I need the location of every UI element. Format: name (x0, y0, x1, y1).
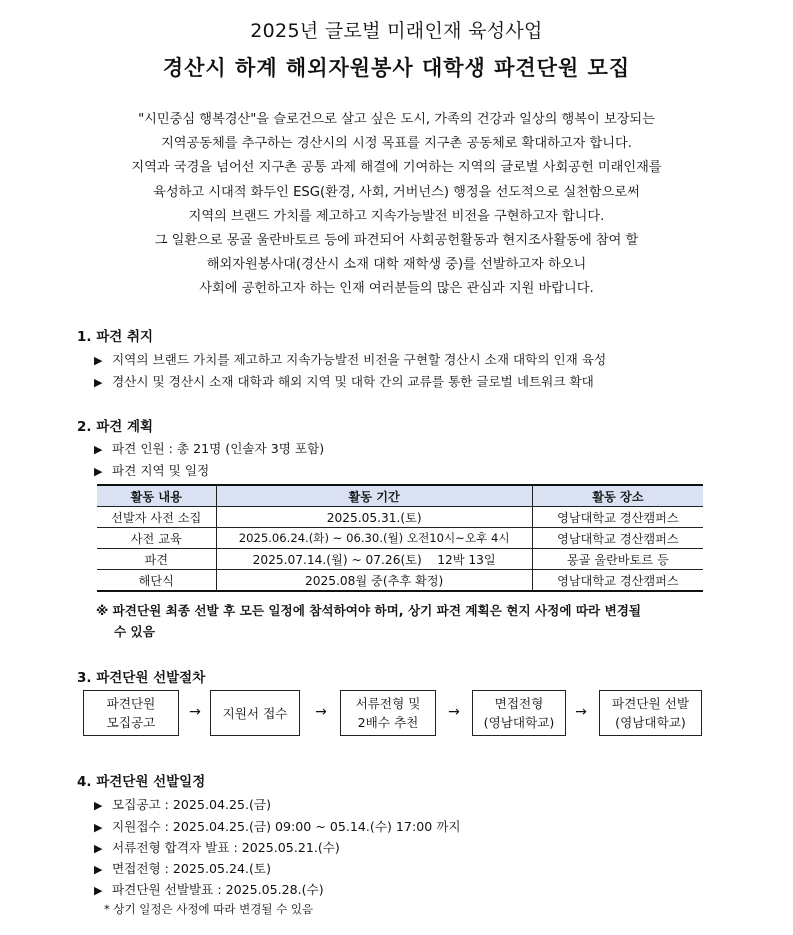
list-item: ▶ 파견 지역 및 일정 (94, 463, 210, 478)
list-item: ▶ 파견 인원 : 총 21명 (인솔자 3명 포함) (94, 441, 325, 456)
triangle-bullet-icon: ▶ (94, 884, 103, 897)
intro-line: "시민중심 행복경산"을 슬로건으로 살고 싶은 도시, 가족의 건강과 일상의 행복이 보장되는 (138, 112, 655, 127)
table-cell: 선발자 사전 소집 (97, 507, 216, 528)
triangle-bullet-icon: ▶ (94, 821, 103, 834)
process-step-box: 면접전형 (영남대학교) (472, 690, 566, 736)
page-title: 경산시 하계 해외자원봉사 대학생 파견단원 모집 (162, 56, 631, 80)
intro-line: 육성하고 시대적 화두인 ESG(환경, 사회, 거버넌스) 행정을 선도적으로 실천함으로써 (153, 184, 640, 200)
column-header: 활동 기간 (216, 485, 532, 507)
table-row (97, 507, 703, 528)
table-cell: 파견 (97, 549, 216, 570)
list-item: ▶ 지역의 브랜드 가치를 제고하고 지속가능발전 비전을 구현할 경산시 소재 대학의 인재 육성 (94, 352, 607, 367)
column-header: 활동 장소 (532, 485, 703, 507)
section-heading-plan: 2. 파견 계획 (77, 419, 154, 435)
table-row (97, 528, 703, 549)
table-header-row (97, 485, 703, 507)
table-cell: 2025.07.14.(월) ~ 07.26(토) 12박 13일 (216, 549, 532, 570)
schedule-footnote: * 상기 일정은 사정에 따라 변경될 수 있음 (104, 902, 314, 916)
intro-paragraph (40, 108, 753, 302)
table-cell: 2025.05.31.(토) (216, 507, 532, 528)
note-line: ※ 파견단원 최종 선발 후 모든 일정에 참석하여야 하며, 상기 파견 계획은 현지 사정에 따라 변경될 (96, 603, 642, 618)
right-arrow-icon: → (315, 704, 327, 720)
triangle-bullet-icon: ▶ (94, 799, 103, 812)
table-cell: 2025.08월 중(추후 확정) (216, 570, 532, 592)
process-step-box: 파견단원 모집공고 (83, 690, 179, 736)
column-header: 활동 내용 (97, 485, 216, 507)
triangle-bullet-icon: ▶ (94, 354, 103, 367)
process-step-box: 파견단원 선발 (영남대학교) (599, 690, 702, 736)
intro-line: 지역의 브랜드 가치를 제고하고 지속가능발전 비전을 구현하고자 합니다. (188, 208, 605, 224)
schedule-table (97, 484, 703, 592)
section-heading-schedule: 4. 파견단원 선발일정 (77, 774, 206, 790)
note-line: 수 있음 (114, 624, 155, 639)
triangle-bullet-icon: ▶ (94, 863, 103, 876)
table-cell: 몽골 울란바토르 등 (532, 549, 703, 570)
list-item: ▶ 면접전형 : 2025.05.24.(토) (94, 861, 272, 876)
table-cell: 해단식 (97, 570, 216, 592)
triangle-bullet-icon: ▶ (94, 443, 103, 456)
table-cell: 영남대학교 경산캠퍼스 (532, 570, 703, 592)
section-heading-purpose: 1. 파견 취지 (77, 329, 154, 345)
triangle-bullet-icon: ▶ (94, 842, 103, 855)
right-arrow-icon: → (189, 704, 201, 720)
intro-line: 그 일환으로 몽골 울란바토르 등에 파견되어 사회공헌활동과 현지조사활동에 참여 할 (154, 233, 639, 249)
process-step-box: 지원서 접수 (210, 690, 300, 736)
table-cell: 2025.06.24.(화) ~ 06.30.(월) 오전10시~오후 4시 (216, 528, 532, 549)
section-heading-selection-process: 3. 파견단원 선발절차 (77, 670, 206, 686)
intro-line: 지역과 국경을 넘어선 지구촌 공통 과제 해결에 기여하는 지역의 글로벌 사회공헌 미래인재를 (131, 160, 662, 176)
process-step-box: 서류전형 및 2배수 추천 (340, 690, 436, 736)
intro-line: 사회에 공헌하고자 하는 인재 여러분들의 많은 관심과 지원 바랍니다. (199, 281, 594, 297)
right-arrow-icon: → (575, 704, 587, 720)
list-item: ▶ 파견단원 선발발표 : 2025.05.28.(수) (94, 882, 324, 897)
list-item: ▶ 모집공고 : 2025.04.25.(금) (94, 797, 272, 812)
table-cell: 영남대학교 경산캠퍼스 (532, 528, 703, 549)
plan-note (96, 600, 736, 642)
triangle-bullet-icon: ▶ (94, 465, 103, 478)
list-item: ▶ 서류전형 합격자 발표 : 2025.05.21.(수) (94, 840, 340, 855)
triangle-bullet-icon: ▶ (94, 376, 103, 389)
table-cell: 영남대학교 경산캠퍼스 (532, 507, 703, 528)
program-title: 2025년 글로벌 미래인재 육성사업 (250, 20, 543, 42)
table-row (97, 549, 703, 570)
table-cell: 사전 교육 (97, 528, 216, 549)
right-arrow-icon: → (448, 704, 460, 720)
list-item: ▶ 지원접수 : 2025.04.25.(금) 09:00 ~ 05.14.(수) 17:00 까지 (94, 819, 461, 834)
intro-line: 해외자원봉사대(경산시 소재 대학 재학생 중)를 선발하고자 하오니 (206, 257, 587, 273)
list-item: ▶ 경산시 및 경산시 소재 대학과 해외 지역 및 대학 간의 교류를 통한 글로벌 네트워크 확대 (94, 374, 594, 389)
intro-line: 지역공동체를 추구하는 경산시의 시정 목표를 지구촌 공동체로 확대하고자 합니다. (161, 136, 632, 152)
table-row (97, 570, 703, 592)
